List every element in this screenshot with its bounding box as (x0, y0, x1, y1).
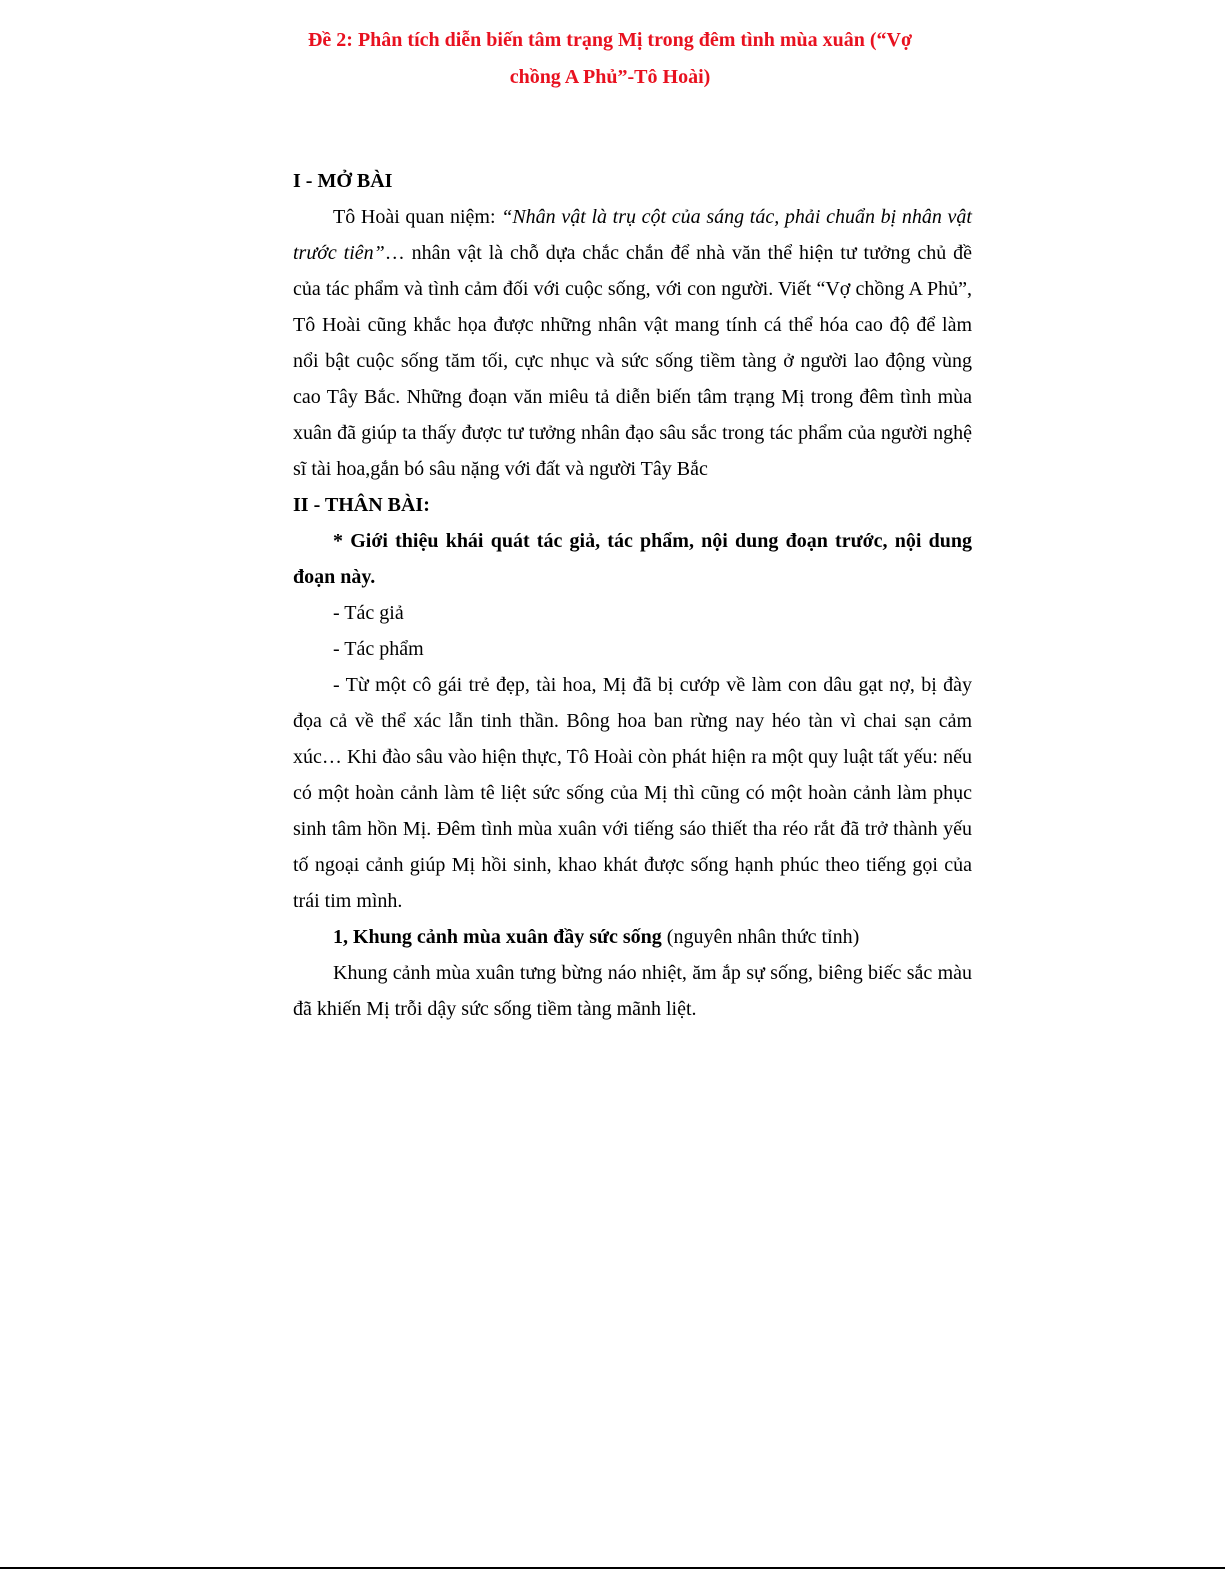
subsection-title: 1, Khung cảnh mùa xuân đầy sức sống (333, 926, 662, 948)
document-body (293, 163, 972, 1027)
page-bottom-divider (0, 1567, 1225, 1569)
subsection-heading-spring (293, 919, 972, 955)
list-item-work: - Tác phẩm (333, 638, 424, 660)
overview-heading: * Giới thiệu khái quát tác giả, tác phẩm, nội dung đoạn trước, nội dung đoạn này. (293, 530, 972, 588)
intro-paragraph (293, 199, 972, 487)
page-title (250, 22, 970, 96)
page-title-line-1: Đề 2: Phân tích diễn biến tâm trạng Mị trong đêm tình mùa xuân (“Vợ (307, 29, 913, 51)
section-heading-body: II - THÂN BÀI: (293, 494, 430, 516)
intro-body-text: … nhân vật là chỗ dựa chắc chắn để nhà văn thể hiện tư tưởng chủ đề của tác phẩm và tình cảm đối với cuộc sống, với con người. Viết “Vợ chồng A Phủ”, Tô Hoài cũng khắc họa được những nhân vật mang tính cá thể hóa cao độ để làm nổi bật cuộc sống tăm tối, cực nhục và sức sống tiềm tàng ở người lao động vùng cao Tây Bắc. Những đoạn văn miêu tả diễn biến tâm trạng Mị trong đêm tình mùa xuân đã giúp ta thấy được tư tưởng nhân đạo sâu sắc trong tác phẩm của người nghệ sĩ tài hoa,gắn bó sâu nặng với đất và người Tây Bắc (293, 242, 972, 480)
spring-paragraph: Khung cảnh mùa xuân tưng bừng náo nhiệt, ăm ắp sự sống, biêng biếc sắc màu đã khiến Mị trỗi dậy sức sống tiềm tàng mãnh liệt. (293, 962, 972, 1020)
author-quote: “Nhân vật là trụ cột của sáng tác, phải chuẩn bị nhân vật trước tiên” (293, 206, 972, 264)
summary-paragraph: - Từ một cô gái trẻ đẹp, tài hoa, Mị đã bị cướp về làm con dâu gạt nợ, bị đày đọa cả về thể xác lẫn tinh thần. Bông hoa ban rừng nay héo tàn vì chai sạn cảm xúc… Khi đào sâu vào hiện thực, Tô Hoài còn phát hiện ra một quy luật tất yếu: nếu có một hoàn cảnh làm tê liệt sức sống của Mị thì cũng có một hoàn cảnh làm phục sinh tâm hồn Mị. Đêm tình mùa xuân với tiếng sáo thiết tha réo rắt đã trở thành yếu tố ngoại cảnh giúp Mị hồi sinh, khao khát được sống hạnh phúc theo tiếng gọi của trái tim mình. (293, 674, 972, 912)
subsection-note: (nguyên nhân thức tỉnh) (661, 926, 860, 948)
page-title-line-2: chồng A Phủ”-Tô Hoài) (509, 66, 711, 88)
section-heading-intro: I - MỞ BÀI (293, 170, 393, 192)
list-item-author: - Tác giả (333, 602, 404, 624)
intro-lead-text: Tô Hoài quan niệm: (333, 206, 502, 228)
